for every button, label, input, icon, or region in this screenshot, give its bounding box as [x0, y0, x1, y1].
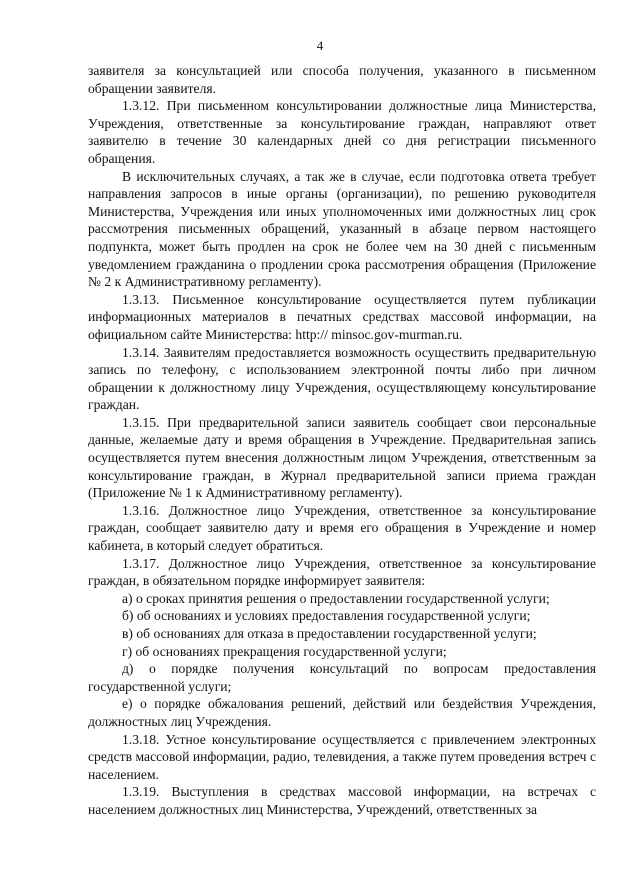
list-item-d: д) о порядке получения консультаций по вопросам предоставления государственной услуги; — [88, 661, 596, 694]
paragraph-1-3-13: 1.3.13. Письменное консультирование осуществляется путем публикации информационных материалов в печатных средствах массовой информации, на официальном сайте Министерства: http:// minsoc.gov-murman.ru. — [88, 291, 596, 342]
list-item-e: е) о порядке обжалования решений, действий или бездействия Учреждения, должностных лиц Учреждения. — [88, 696, 596, 729]
paragraph: В исключительных случаях, а так же в случае, если подготовка ответа требует направления запросов в иные органы (организации), по решению руководителя Министерства, Учреждения или иных уполномоченных ими должностных лиц срок рассмотрения письменных обращений, указанный в абзаце первом настоящего подпункта, может быть продлен на срок не более чем на 30 дней с письменным уведомлением гражданина о продлении срока рассмотрения обращения (Приложение № 2 к Административному регламенту). — [88, 168, 596, 290]
paragraph-1-3-12: 1.3.12. При письменном консультировании должностные лица Министерства, Учреждения, ответственные за консультирование граждан, направляют ответ заявителю в течение 30 календарных дней со дня регистрации письменного обращения. — [88, 98, 596, 166]
list-item-b: б) об основаниях и условиях предоставления государственной услуги; — [122, 608, 531, 624]
body-text — [88, 62, 596, 819]
page-number: 4 — [316, 38, 324, 53]
paragraph-1-3-14: 1.3.14. Заявителям предоставляется возможность осуществить предварительную запись по телефону, с использованием электронной почты либо при личном обращении к должностному лицу Учреждения, осуществляющему консультирование граждан. — [88, 344, 596, 413]
paragraph-1-3-15: 1.3.15. При предварительной записи заявитель сообщает свои персональные данные, желаемые дату и время обращения в Учреждение. Предварительная запись осуществляется путем внесения должностным лицом Учреждения, ответственным за консультирование граждан, в Журнал предварительной записи приема граждан (Приложение № 1 к Административному регламенту). — [88, 414, 596, 501]
paragraph-1-3-18: 1.3.18. Устное консультирование осуществляется с привлечением электронных средств массовой информации, радио, телевидения, а также путем проведения встреч с населением. — [88, 731, 596, 782]
paragraph: заявителя за консультацией или способа получения, указанного в письменном обращении заявителя. — [88, 63, 596, 96]
paragraph-1-3-19: 1.3.19. Выступления в средствах массовой информации, на встречах с населением должностных лиц Министерства, Учреждений, ответственных за — [88, 784, 596, 817]
paragraph-1-3-16: 1.3.16. Должностное лицо Учреждения, ответственное за консультирование граждан, сообщает заявителю дату и время его обращения в Учреждение и номер кабинета, в который следует обратиться. — [88, 502, 596, 554]
list-item-g: г) об основаниях прекращения государственной услуги; — [122, 643, 447, 659]
paragraph-1-3-17: 1.3.17. Должностное лицо Учреждения, ответственное за консультирование граждан, в обязательном порядке информирует заявителя: — [88, 555, 596, 589]
list-item-a: а) о сроках принятия решения о предоставлении государственной услуги; — [122, 590, 550, 606]
list-item-v: в) об основаниях для отказа в предоставлении государственной услуги; — [122, 626, 537, 641]
